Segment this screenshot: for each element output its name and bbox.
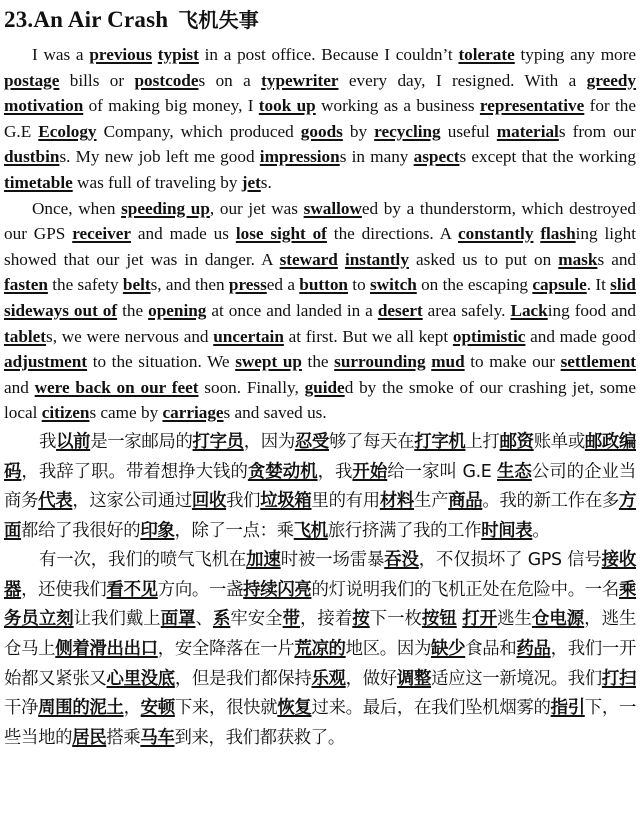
english-paragraph: [4, 196, 636, 426]
text-run: 有一次，我们的喷气飞机在: [39, 550, 247, 571]
text-run: , our jet was: [209, 198, 304, 218]
vocab-word: Ecology: [38, 121, 97, 141]
vocab-word: postcode: [134, 70, 199, 90]
vocab-word: capsule: [532, 275, 587, 295]
text-run: 逃生: [497, 609, 532, 630]
text-run: 。我的新工作在多: [482, 491, 619, 512]
vocab-word: motivation: [4, 96, 84, 116]
text-run: 账单或: [533, 431, 585, 452]
vocab-word: 接收器: [4, 550, 636, 600]
vocab-word: swallow: [303, 198, 362, 218]
vocab-word: 吞没: [384, 550, 419, 571]
text-run: ed by a thunderstorm, which destroyed our GPS: [4, 198, 637, 244]
vocab-word: press: [228, 275, 267, 295]
text-run: the directions. A: [326, 224, 458, 244]
vocab-word: 周围的泥土: [38, 698, 124, 719]
vocab-word: postage: [4, 70, 60, 90]
vocab-word: 乘务员立刻: [4, 579, 636, 630]
vocab-word: instantly: [344, 249, 409, 269]
text-run: 。: [532, 520, 550, 541]
text-run: 搭乘: [106, 727, 141, 748]
text-run: 、: [195, 609, 213, 630]
title-chinese: 飞机失事: [178, 8, 260, 32]
text-run: and: [4, 377, 35, 397]
vocab-word: lose sight of: [235, 224, 327, 244]
vocab-word: 飞机: [293, 520, 328, 541]
text-run: ，接着: [300, 609, 353, 630]
vocab-word: Lack: [510, 300, 548, 320]
vocab-word: representative: [479, 96, 585, 116]
vocab-word: 心里没底: [106, 668, 175, 689]
vocab-word: constantly: [457, 224, 534, 244]
text-run: s from our: [558, 121, 636, 141]
text-run: s came by: [89, 403, 163, 423]
vocab-word: button: [299, 275, 348, 295]
vocab-word: mud: [431, 352, 465, 372]
text-run: ing food and: [547, 300, 637, 320]
text-run: asked us to put on: [408, 249, 559, 269]
vocab-word: surrounding: [334, 352, 426, 372]
vocab-word: flash: [540, 224, 576, 244]
text-run: s, and then: [150, 275, 229, 295]
text-run: 公司的企业当商务: [4, 461, 636, 512]
vocab-word: adjustment: [4, 352, 88, 372]
text-run: ，不仅损坏了 GPS 信号: [418, 550, 602, 571]
text-run: ，因为: [243, 431, 295, 452]
vocab-word: carriage: [162, 403, 224, 423]
chinese-paragraph: [4, 546, 636, 753]
text-run: on the escaping: [416, 275, 533, 295]
text-run: ed a: [266, 275, 300, 295]
text-run: 干净: [4, 698, 39, 719]
text-run: 是一家邮局的: [90, 431, 193, 452]
vocab-word: 药品: [516, 639, 551, 660]
text-run: 的灯说明我们的飞机正处在危险中。一名: [311, 579, 619, 600]
vocab-word: tolerate: [458, 45, 515, 64]
english-paragraph: [4, 42, 636, 196]
vocab-word: 带: [282, 609, 301, 630]
text-run: ，做好: [345, 668, 397, 689]
vocab-word: 垃圾箱: [260, 491, 312, 512]
vocab-word: 生态: [496, 461, 532, 482]
text-run: for the G.E: [4, 96, 636, 141]
text-run: 食品和: [465, 639, 517, 660]
vocab-word: switch: [369, 275, 417, 295]
vocab-word: 安顿: [140, 698, 175, 719]
passage-title: [4, 6, 636, 34]
text-run: 适应这一新境况。我们: [431, 668, 602, 689]
text-run: Company, which produced: [96, 121, 301, 141]
vocab-word: were back on our feet: [34, 377, 199, 397]
chinese-paragraph: [4, 428, 636, 546]
vocab-word: aspect: [413, 147, 460, 167]
text-run: I was a: [32, 45, 90, 64]
text-run: 时被一场雷暴: [280, 550, 385, 571]
text-run: s on a: [198, 70, 262, 90]
text-run: 下，一些当地的: [4, 698, 636, 748]
vocab-word: 商品: [448, 491, 483, 512]
english-passage: [4, 42, 636, 426]
chinese-translation: [4, 428, 636, 754]
text-run: useful: [440, 121, 497, 141]
vocab-word: jet: [241, 172, 261, 192]
vocab-word: took up: [258, 96, 316, 116]
vocab-word: uncertain: [213, 326, 284, 346]
text-run: of making big money, I: [83, 96, 259, 116]
text-run: ，我辞了职。带着想挣大钱的: [21, 461, 248, 482]
text-run: 给一家叫 G.E: [387, 461, 497, 482]
text-run: 下一枚: [369, 609, 422, 630]
vocab-word: 荒凉的: [294, 639, 346, 660]
text-run: bills or: [59, 70, 135, 90]
text-run: s and saved us.: [223, 403, 327, 423]
vocab-word: 材料: [379, 491, 414, 512]
text-run: . It: [586, 275, 611, 295]
vocab-word: mask: [558, 249, 598, 269]
text-run: 方向。一盏: [157, 579, 244, 600]
text-run: ，: [123, 698, 141, 719]
vocab-word: guide: [304, 377, 345, 397]
vocab-word: 打扫: [601, 668, 636, 689]
text-run: ，我们一开始都又紧张又: [4, 639, 637, 689]
vocab-word: opening: [148, 300, 207, 320]
vocab-word: 持续闪亮: [243, 579, 312, 600]
vocab-word: speeding up: [121, 198, 210, 218]
text-run: 旅行挤满了我的工作: [327, 520, 482, 541]
vocab-word: typewriter: [261, 70, 339, 90]
text-run: soon. Finally,: [198, 377, 305, 397]
vocab-word: 打字员: [192, 431, 244, 452]
vocab-word: 开始: [352, 461, 388, 482]
vocab-word: 居民: [72, 727, 107, 748]
text-run: ，除了一点：乘: [174, 520, 294, 541]
text-run: the: [301, 352, 335, 372]
vocab-word: 打开: [462, 609, 498, 630]
vocab-word: steward: [279, 249, 338, 269]
vocab-word: swept up: [235, 352, 302, 372]
vocab-word: greedy: [586, 70, 636, 90]
text-run: and made us: [131, 224, 236, 244]
vocab-word: 仓电源: [531, 609, 585, 630]
vocab-word: timetable: [4, 172, 73, 192]
text-run: ，我: [317, 461, 353, 482]
vocab-word: 按钮: [421, 609, 457, 630]
vocab-word: recycling: [374, 121, 441, 141]
vocab-word: desert: [377, 300, 423, 320]
vocab-word: 打字机: [414, 431, 466, 452]
title-english: 23.An Air Crash: [4, 7, 169, 32]
vocab-word: tablet: [4, 326, 47, 346]
text-run: ，这家公司通过: [72, 491, 192, 512]
text-run: 我: [39, 431, 57, 452]
text-run: 我们: [226, 491, 261, 512]
text-run: d by the smoke of our crashing jet, some local: [4, 377, 636, 423]
vocab-word: 按: [352, 609, 370, 630]
text-run: 上打: [465, 431, 500, 452]
text-run: and made good: [525, 326, 636, 346]
text-run: at first. But we all kept: [283, 326, 453, 346]
vocab-word: 时间表: [481, 520, 533, 541]
vocab-word: citizen: [41, 403, 90, 423]
vocab-word: 印象: [140, 520, 175, 541]
text-run: 生产: [414, 491, 449, 512]
vocab-word: previous: [89, 45, 153, 64]
text-run: ing light showed that our jet was in danger. A: [4, 224, 637, 269]
vocab-word: settlement: [560, 352, 637, 372]
text-run: typing any more: [514, 45, 637, 64]
text-run: s.: [260, 172, 272, 192]
text-run: 里的有用: [311, 491, 380, 512]
text-run: area safely.: [422, 300, 511, 320]
text-run: ，安全降落在一片: [157, 639, 295, 660]
vocab-word: slid sideways out of: [4, 275, 636, 320]
text-run: s except that the working: [459, 147, 636, 167]
vocab-word: 系: [212, 609, 231, 630]
text-run: the: [117, 300, 149, 320]
vocab-word: fasten: [4, 275, 48, 295]
text-run: working as a business: [315, 96, 480, 116]
text-run: 下来，很快就: [174, 698, 278, 719]
vocab-word: 回收: [191, 491, 227, 512]
vocab-word: dustbin: [4, 147, 60, 167]
text-run: s and: [597, 249, 637, 269]
text-run: every day, I resigned. With a: [338, 70, 587, 90]
vocab-word: 方面: [4, 491, 637, 541]
text-run: ，但是我们都保持: [174, 668, 312, 689]
vocab-word: impression: [259, 147, 340, 167]
vocab-word: 忍受: [294, 431, 329, 452]
text-run: 让我们戴上: [73, 609, 161, 630]
vocab-word: 侧着滑出出口: [55, 639, 158, 660]
vocab-word: 邮资: [499, 431, 534, 452]
text-run: at once and landed in a: [206, 300, 378, 320]
text-run: by: [342, 121, 375, 141]
text-run: Once, when: [32, 198, 122, 218]
vocab-word: 贪婪动机: [247, 461, 318, 482]
text-run: 都给了我很好的: [21, 520, 141, 541]
vocab-word: 邮政编码: [4, 431, 637, 482]
vocab-word: goods: [300, 121, 343, 141]
vocab-word: 指引: [550, 698, 585, 719]
text-run: s in many: [339, 147, 414, 167]
text-run: to make our: [464, 352, 561, 372]
vocab-word: 代表: [38, 491, 73, 512]
text-run: ，还使我们: [21, 579, 107, 600]
vocab-word: belt: [122, 275, 151, 295]
text-run: to: [347, 275, 370, 295]
vocab-word: 乐观: [311, 668, 346, 689]
text-run: 过来。最后，在我们坠机烟雾的: [311, 698, 551, 719]
text-run: was full of traveling by: [72, 172, 242, 192]
text-run: ，逃生仓马上: [4, 609, 637, 660]
text-run: 牢安全: [230, 609, 283, 630]
vocab-word: 调整: [396, 668, 432, 689]
vocab-word: 以前: [56, 431, 91, 452]
text-run: 到来，我们都获救了。: [174, 727, 345, 748]
text-run: s, we were nervous and: [46, 326, 214, 346]
text-run: 够了每天在: [329, 431, 415, 452]
vocab-word: 马车: [140, 727, 175, 748]
vocab-word: 缺少: [431, 639, 466, 660]
text-run: 地区。因为: [345, 639, 432, 660]
vocab-word: 恢复: [277, 698, 312, 719]
vocab-word: 看不见: [106, 579, 158, 600]
text-run: [338, 250, 345, 269]
text-run: in a post office. Because I couldn’t: [198, 45, 459, 64]
vocab-word: 面罩: [160, 609, 196, 630]
vocab-word: optimistic: [452, 326, 526, 346]
vocab-word: material: [496, 121, 559, 141]
vocab-word: 加速: [246, 550, 281, 571]
vocab-word: typist: [157, 45, 199, 64]
vocab-word: receiver: [72, 224, 132, 244]
text-run: s. My new job left me good: [59, 147, 260, 167]
text-run: the safety: [47, 275, 123, 295]
text-run: to the situation. We: [87, 352, 236, 372]
